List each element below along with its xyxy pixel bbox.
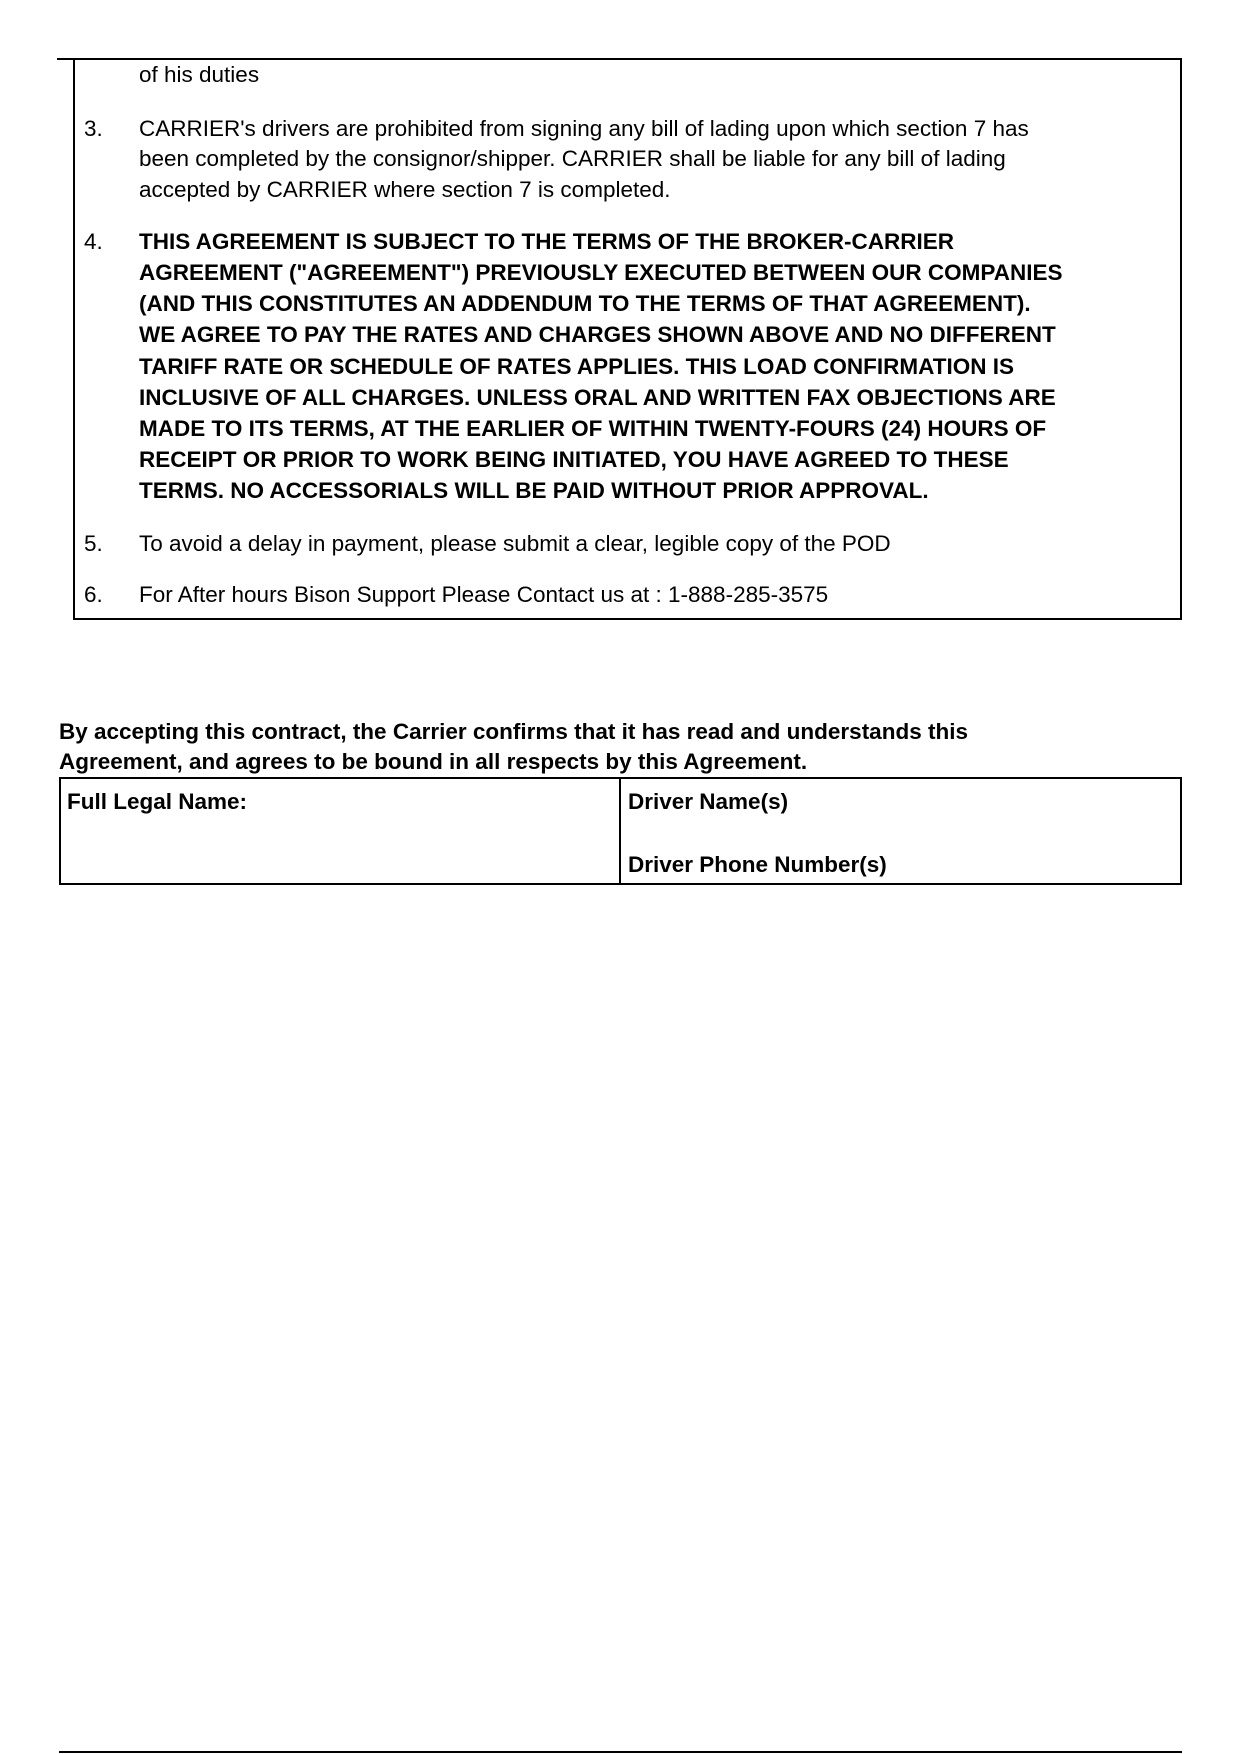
acceptance-line-2: Agreement, and agrees to be bound in all respects by this Agreement. bbox=[59, 749, 808, 774]
item4-line-5: TARIFF RATE OR SCHEDULE OF RATES APPLIES. THIS LOAD CONFIRMATION IS bbox=[139, 354, 1014, 379]
item3-line-2: been completed by the consignor/shipper. CARRIER shall be liable for any bill of lading bbox=[139, 146, 1006, 171]
terms-box-top-tick bbox=[57, 58, 73, 60]
driver-phone-label: Driver Phone Number(s) bbox=[628, 852, 887, 877]
item3-number: 3. bbox=[84, 116, 103, 141]
signature-table-divider bbox=[619, 777, 621, 885]
item4-line-6: INCLUSIVE OF ALL CHARGES. UNLESS ORAL AND WRITTEN FAX OBJECTIONS ARE bbox=[139, 385, 1056, 410]
item4-line-3: (AND THIS CONSTITUTES AN ADDENDUM TO THE TERMS OF THAT AGREEMENT). bbox=[139, 291, 1031, 316]
item3-line-1: CARRIER's drivers are prohibited from signing any bill of lading upon which section 7 has bbox=[139, 116, 1029, 141]
item4-line-8: RECEIPT OR PRIOR TO WORK BEING INITIATED, YOU HAVE AGREED TO THESE bbox=[139, 447, 1009, 472]
item4-line-2: AGREEMENT ("AGREEMENT") PREVIOUSLY EXECUTED BETWEEN OUR COMPANIES bbox=[139, 260, 1063, 285]
item3-line-3: accepted by CARRIER where section 7 is completed. bbox=[139, 177, 671, 202]
acceptance-line-1: By accepting this contract, the Carrier confirms that it has read and understands this bbox=[59, 719, 968, 744]
driver-names-label: Driver Name(s) bbox=[628, 789, 789, 814]
item4-number: 4. bbox=[84, 229, 103, 254]
item4-line-9: TERMS. NO ACCESSORIALS WILL BE PAID WITHOUT PRIOR APPROVAL. bbox=[139, 478, 929, 503]
item5-text: To avoid a delay in payment, please submit a clear, legible copy of the POD bbox=[139, 531, 891, 556]
footer-rule bbox=[59, 1751, 1182, 1753]
item4-line-4: WE AGREE TO PAY THE RATES AND CHARGES SHOWN ABOVE AND NO DIFFERENT bbox=[139, 322, 1056, 347]
item6-text: For After hours Bison Support Please Contact us at : 1-888-285-3575 bbox=[139, 582, 829, 607]
item6-number: 6. bbox=[84, 582, 103, 607]
item2-tail-text: of his duties bbox=[139, 62, 260, 87]
full-legal-name-label: Full Legal Name: bbox=[67, 789, 248, 814]
item4-line-1: THIS AGREEMENT IS SUBJECT TO THE TERMS OF THE BROKER-CARRIER bbox=[139, 229, 955, 254]
item5-number: 5. bbox=[84, 531, 103, 556]
item4-line-7: MADE TO ITS TERMS, AT THE EARLIER OF WITHIN TWENTY-FOURS (24) HOURS OF bbox=[139, 416, 1047, 441]
